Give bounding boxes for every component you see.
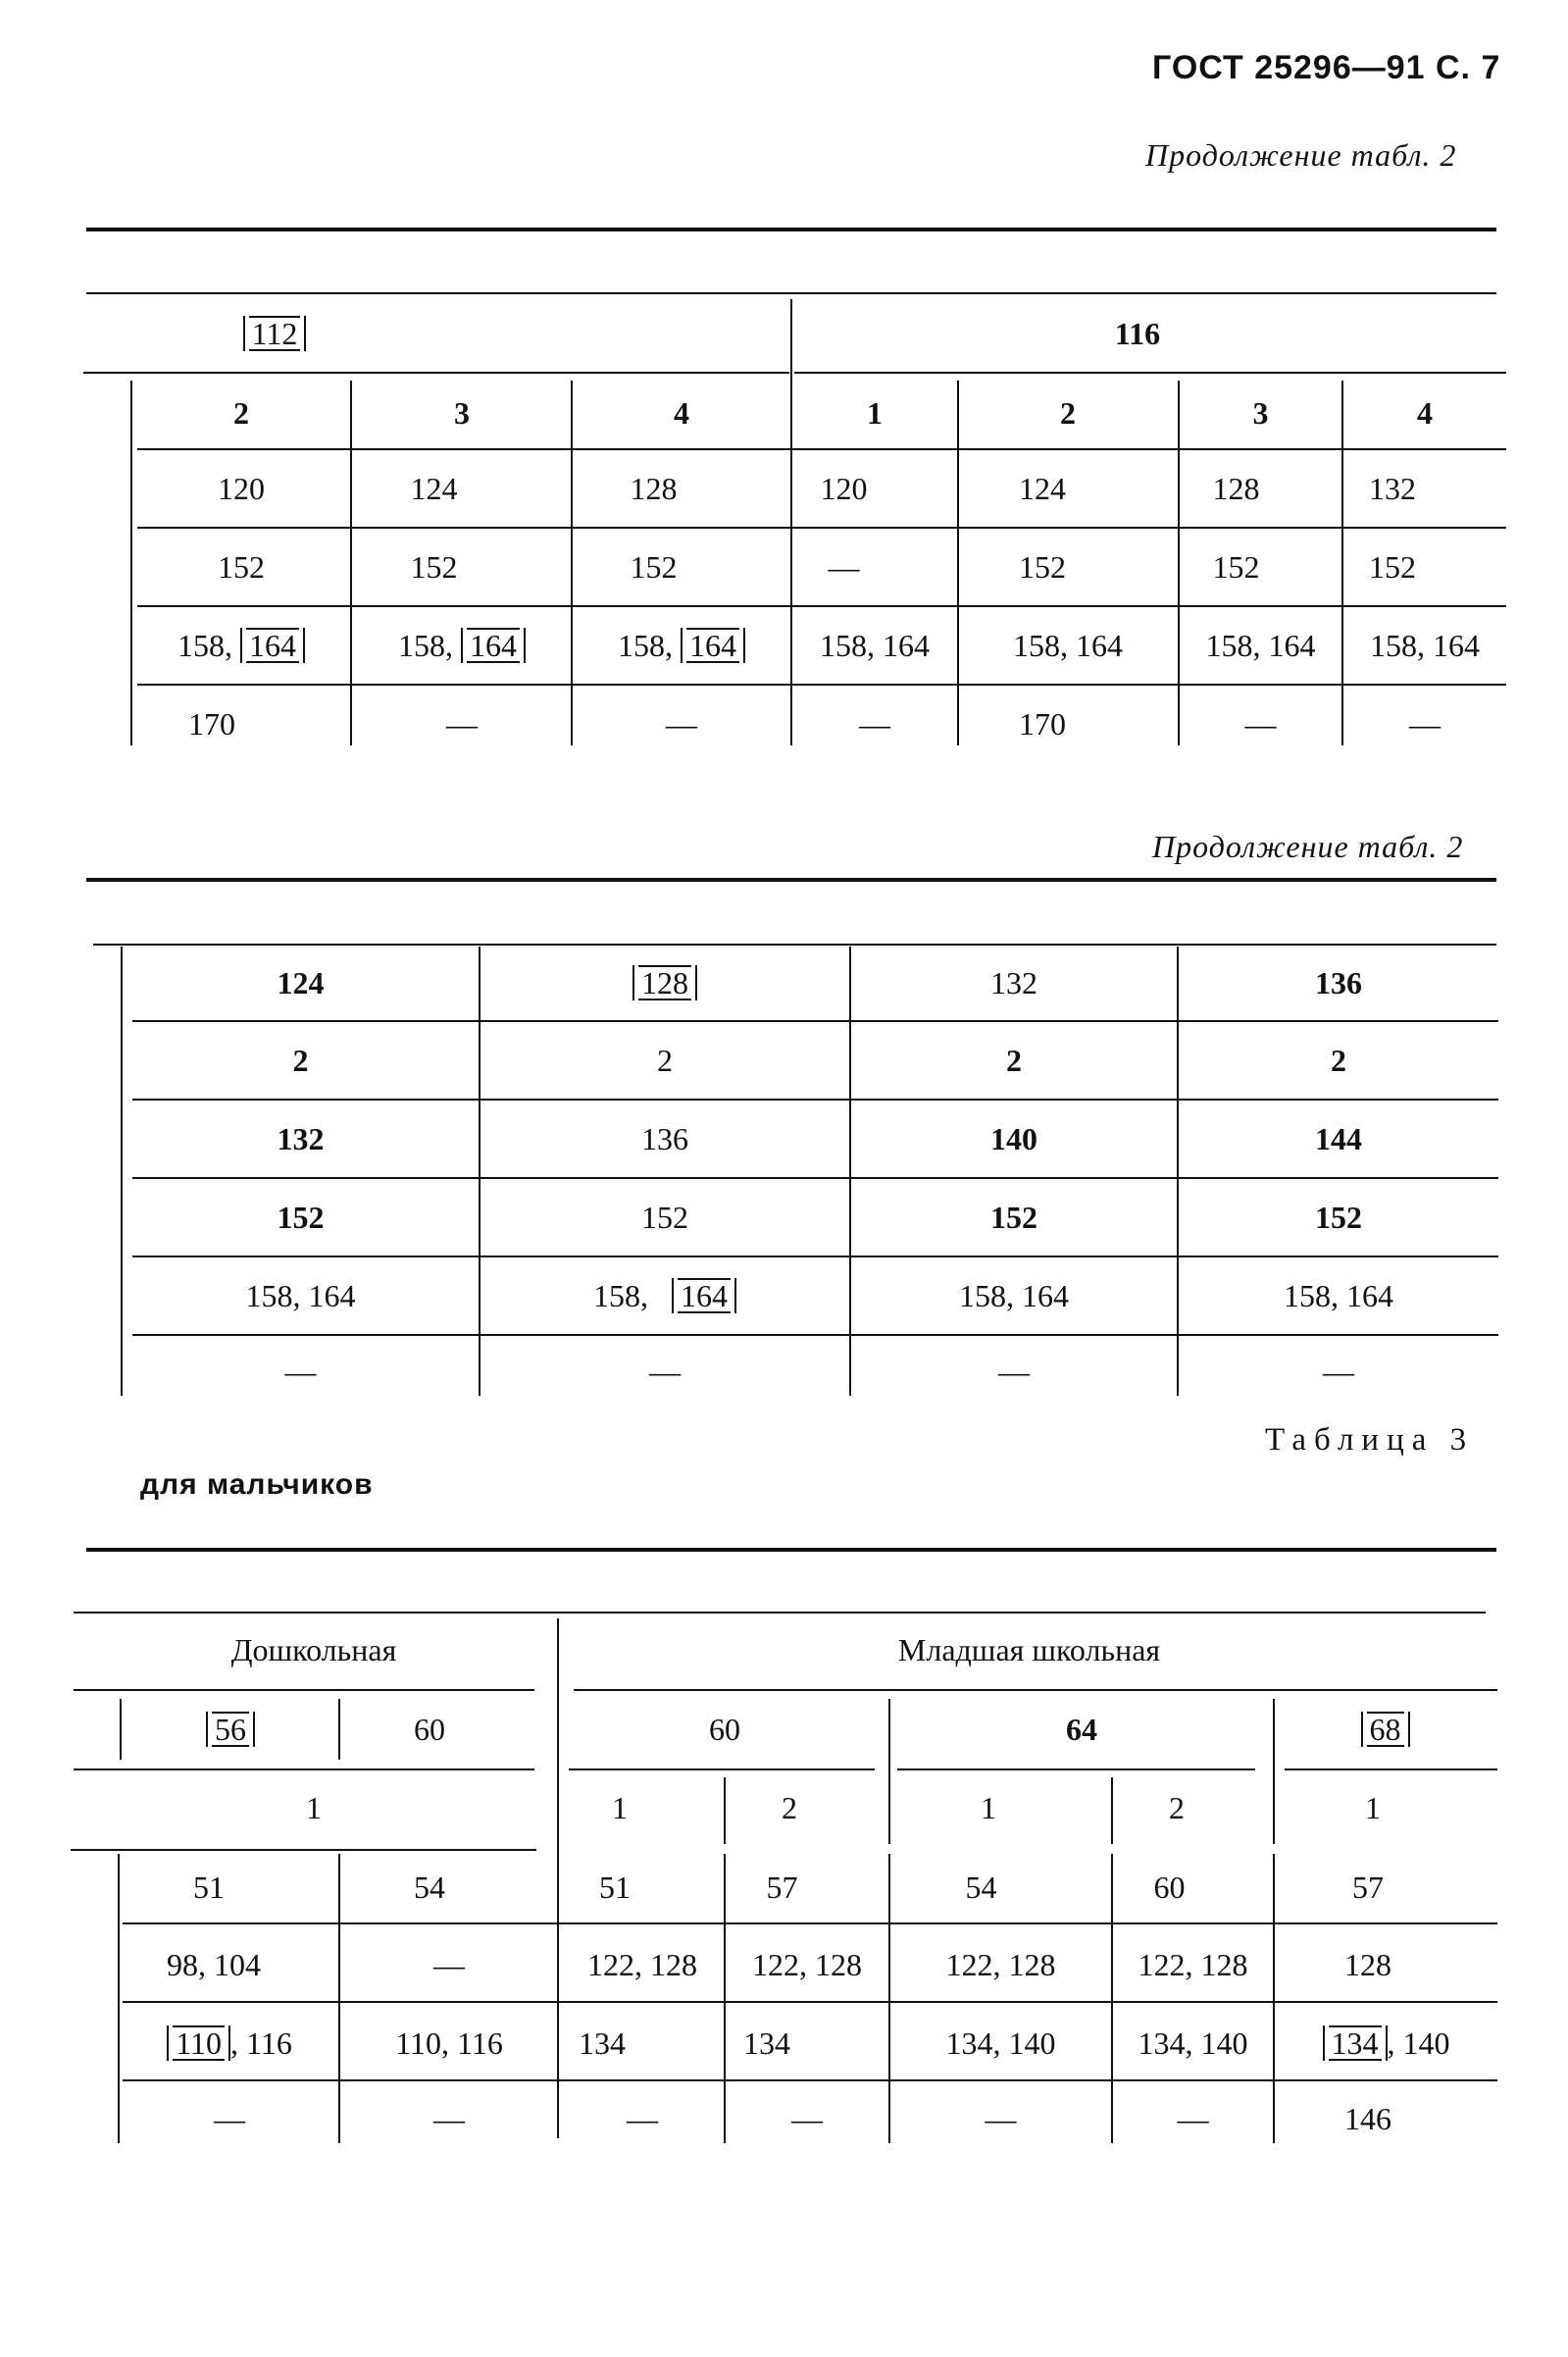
table-cell: 158, 164: [573, 613, 790, 678]
table-cell: —: [791, 2100, 823, 2136]
table-cell: 98, 104: [167, 1946, 261, 1982]
table-cell: 51: [193, 1869, 225, 1905]
col-head: 3: [1252, 394, 1269, 431]
table-cell: 110 , 116: [121, 2011, 338, 2075]
subhead-68: 68: [1275, 1699, 1495, 1760]
table-cell: —: [998, 1353, 1030, 1389]
continuation-label: Продолжение табл. 2: [1152, 829, 1464, 864]
table-cell: 122, 128: [1138, 1946, 1248, 1982]
table-cell: 132: [277, 1120, 325, 1156]
table-cell: 54: [965, 1869, 997, 1905]
table-cell: 122, 128: [587, 1946, 697, 1982]
table-cell: 134: [743, 2024, 790, 2061]
col-head: 124: [277, 964, 325, 1000]
col-head: 2: [233, 394, 249, 431]
col-head: 2: [1060, 394, 1076, 431]
table-cell: —: [828, 548, 860, 585]
table-cell: 134 , 140: [1275, 2011, 1497, 2075]
col-head: 1: [1365, 1789, 1381, 1825]
table-cell: —: [985, 2100, 1017, 2136]
table-cell: —: [284, 1353, 317, 1389]
col-head: 136: [1315, 964, 1362, 1000]
group-head-116: 116: [1114, 315, 1161, 351]
table-cell: 2: [1331, 1042, 1346, 1078]
table-cell: 60: [1153, 1869, 1186, 1905]
table-cell: 128: [1212, 470, 1260, 506]
table-cell: 158, 164: [1284, 1277, 1393, 1313]
table-cell: 134: [579, 2024, 626, 2061]
table-cell: 152: [277, 1199, 325, 1235]
continuation-label: Продолжение табл. 2: [1145, 137, 1457, 173]
table-cell: 2: [1006, 1042, 1022, 1078]
table-cell: 54: [414, 1869, 445, 1905]
subhead-60: 60: [414, 1711, 445, 1747]
table-cell: —: [433, 2100, 465, 2136]
table-caption: для мальчиков: [140, 1468, 374, 1501]
table-cell: 128: [1344, 1946, 1391, 1982]
table-cell: 158, 164: [481, 1263, 849, 1328]
table-cell: 120: [218, 470, 265, 506]
col-head: 4: [674, 394, 689, 431]
table-cell: 132: [1369, 470, 1416, 506]
table-cell: —: [627, 2100, 658, 2136]
table-cell: 158, 164: [820, 627, 930, 663]
table-cell: 144: [1315, 1120, 1362, 1156]
table-cell: —: [1409, 705, 1441, 742]
col-head: 128: [481, 949, 849, 1016]
document-code: ГОСТ 25296—91 С. 7: [1152, 49, 1501, 86]
table-cell: 120: [820, 470, 868, 506]
col-head: 4: [1417, 394, 1433, 431]
table-cell: —: [214, 2100, 245, 2136]
col-head: 132: [990, 964, 1037, 1000]
table-cell: 122, 128: [945, 1946, 1056, 1982]
table-cell: 158, 164: [1205, 627, 1316, 663]
table-cell: 152: [1369, 548, 1416, 585]
table-cell: 122, 128: [752, 1946, 862, 1982]
col-head: 1: [867, 394, 883, 431]
table-cell: 158, 164: [1013, 627, 1123, 663]
table-cell: 152: [218, 548, 265, 585]
table-cell: 152: [1212, 548, 1260, 585]
table-cell: —: [433, 1946, 465, 1982]
group-head-preschool: Дошкольная: [230, 1632, 397, 1667]
col-head: 2: [1169, 1789, 1185, 1825]
table-cell: 170: [188, 705, 235, 742]
table-cell: 136: [641, 1120, 688, 1156]
subhead-60: 60: [709, 1711, 740, 1747]
table-cell: 57: [766, 1869, 798, 1905]
table-title: Таблица 3: [1265, 1422, 1475, 1458]
table-cell: —: [649, 1353, 681, 1389]
table-cell: —: [1244, 705, 1277, 742]
table-cell: 110, 116: [395, 2024, 503, 2061]
table-cell: 170: [1019, 705, 1066, 742]
table-cell: 158, 164: [353, 613, 571, 678]
table-cell: —: [666, 705, 697, 742]
table-cell: 152: [1019, 548, 1066, 585]
col-head: 3: [454, 394, 470, 431]
table-cell: 134, 140: [1138, 2024, 1248, 2061]
table-cell: 158, 164: [1370, 627, 1480, 663]
col-head: 1: [612, 1789, 628, 1825]
table-cell: 158, 164: [133, 613, 349, 678]
table-cell: 2: [657, 1042, 673, 1078]
col-head: 1: [306, 1789, 322, 1825]
table-cell: 124: [410, 470, 458, 506]
table-cell: 152: [630, 548, 678, 585]
table-cell: 152: [410, 548, 458, 585]
col-head: 1: [981, 1789, 996, 1825]
table-cell: 51: [599, 1869, 631, 1905]
group-head-112: 112: [88, 299, 461, 368]
table-cell: 158, 164: [959, 1277, 1069, 1313]
subhead-56: 56: [123, 1699, 338, 1760]
table-cell: —: [446, 705, 478, 742]
table-cell: 140: [990, 1120, 1037, 1156]
group-head-junior-school: Младшая школьная: [897, 1632, 1161, 1667]
table-cell: 146: [1344, 2100, 1391, 2136]
table-cell: 152: [641, 1199, 688, 1235]
table-cell: 158, 164: [245, 1277, 356, 1313]
table-cell: 152: [990, 1199, 1037, 1235]
table-cell: 57: [1352, 1869, 1384, 1905]
table-cell: —: [859, 705, 890, 742]
table-cell: 2: [292, 1042, 309, 1078]
table-cell: 152: [1315, 1199, 1362, 1235]
subhead-64: 64: [1066, 1711, 1097, 1747]
table-cell: —: [1323, 1353, 1354, 1389]
col-head: 2: [782, 1789, 797, 1825]
table-cell: 124: [1019, 470, 1066, 506]
table-cell: 134, 140: [945, 2024, 1056, 2061]
table-cell: —: [1177, 2100, 1209, 2136]
table-cell: 128: [630, 470, 678, 506]
